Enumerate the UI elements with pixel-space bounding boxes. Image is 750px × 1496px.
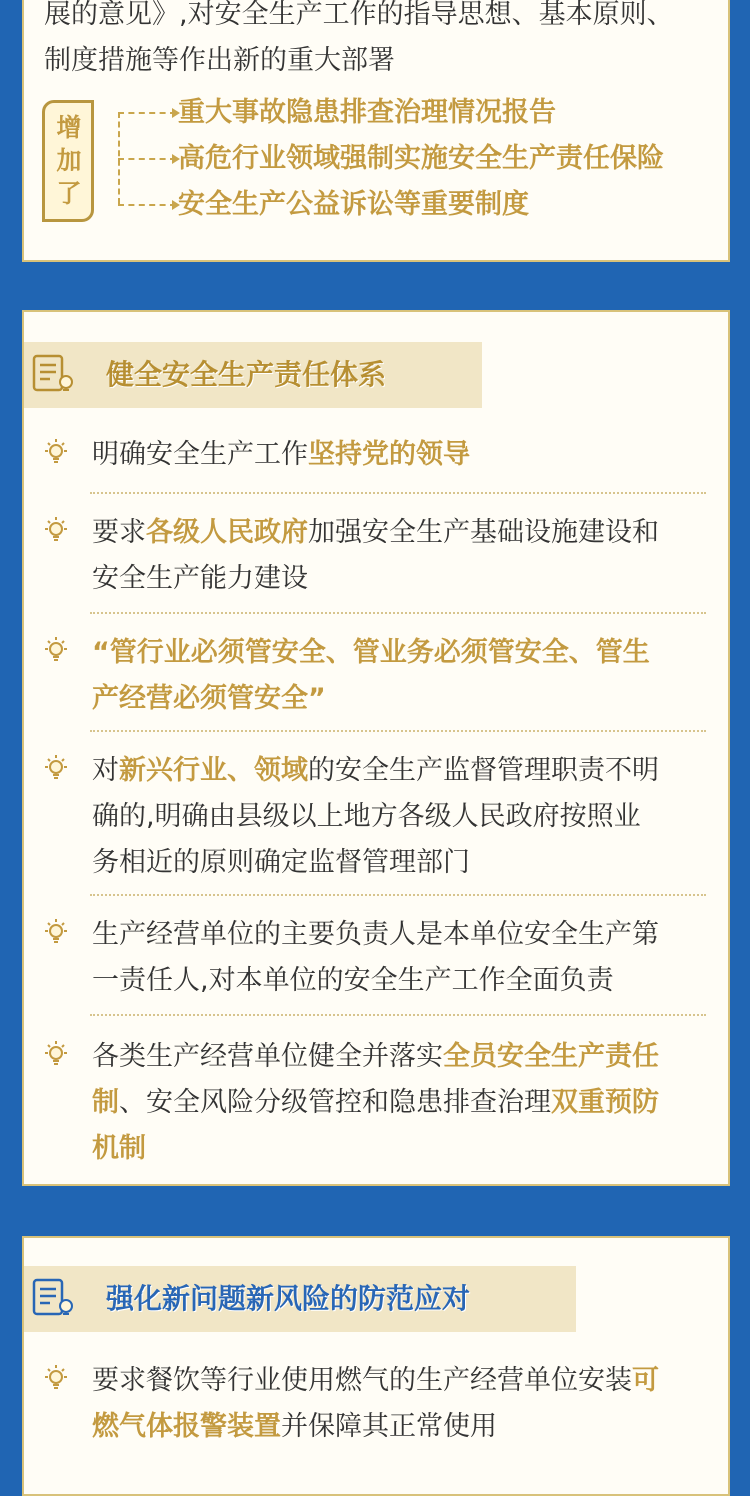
text-line <box>92 1358 732 1404</box>
highlighted-text: 坚持党的领导 <box>308 439 470 470</box>
text-segment: 并保障其正常使用 <box>281 1411 497 1442</box>
lightbulb-icon <box>42 754 70 784</box>
intro-card <box>22 0 730 262</box>
lightbulb-icon <box>42 516 70 546</box>
text-line <box>92 510 732 556</box>
divider <box>90 612 706 614</box>
added-item: 安全生产公益诉讼等重要制度 <box>178 189 529 220</box>
list-item-text <box>92 1034 732 1172</box>
arrow-icon <box>118 158 176 160</box>
divider <box>90 1014 706 1016</box>
section-header <box>24 1266 576 1332</box>
lightbulb-icon <box>42 1040 70 1070</box>
divider <box>90 492 706 494</box>
lightbulb-icon <box>42 1364 70 1394</box>
list-item-text <box>92 748 732 886</box>
section-header <box>24 342 482 408</box>
highlighted-text: 全员安全生产责任 <box>443 1041 659 1072</box>
section-title: 健全安全生产责任体系 <box>106 358 387 391</box>
highlighted-text: 燃气体报警装置 <box>92 1411 281 1442</box>
text-line <box>92 676 732 722</box>
text-segment: 一责任人,对本单位的安全生产工作全面负责 <box>92 965 614 996</box>
arrow-icon <box>118 204 176 206</box>
lightbulb-icon <box>42 438 70 468</box>
document-lightbulb-icon <box>30 1276 76 1320</box>
added-badge <box>42 100 94 222</box>
text-segment: 务相近的原则确定监督管理部门 <box>92 847 470 878</box>
list-item-text <box>92 912 732 1004</box>
added-item: 重大事故隐患排查治理情况报告 <box>178 97 556 128</box>
text-segment: 加强安全生产基础设施建设和 <box>308 517 659 548</box>
highlighted-text: 制 <box>92 1087 119 1118</box>
text-line <box>92 1080 732 1126</box>
text-line <box>92 912 732 958</box>
text-line <box>92 432 732 478</box>
text-segment: 安全生产能力建设 <box>92 563 308 594</box>
list-item-text <box>92 1358 732 1450</box>
highlighted-text: 机制 <box>92 1133 146 1164</box>
text-segment: 的安全生产监督管理职责不明 <box>308 755 659 786</box>
text-segment: 对 <box>92 755 119 786</box>
text-line <box>92 1034 732 1080</box>
added-label: 增加了 <box>56 113 82 208</box>
intro-line: 展的意见》,对安全生产工作的指导思想、基本原则、 <box>44 0 674 30</box>
text-segment: 要求餐饮等行业使用燃气的生产经营单位安装 <box>92 1365 632 1396</box>
text-line <box>92 630 732 676</box>
section-card-responsibility <box>22 310 730 1186</box>
text-segment: 生产经营单位的主要负责人是本单位安全生产第 <box>92 919 659 950</box>
intro-text <box>44 0 724 84</box>
list-item-text <box>92 630 732 722</box>
intro-line: 制度措施等作出新的重大部署 <box>44 45 395 76</box>
arrow-icon <box>118 112 176 114</box>
added-item: 高危行业领域强制实施安全生产责任保险 <box>178 143 664 174</box>
text-line <box>92 840 732 886</box>
list-item-text <box>92 510 732 602</box>
highlighted-text: 产经营必须管安全” <box>92 683 326 714</box>
text-segment: 明确安全生产工作 <box>92 439 308 470</box>
text-line <box>92 1404 732 1450</box>
text-line <box>92 1126 732 1172</box>
text-segment: 要求 <box>92 517 146 548</box>
document-lightbulb-icon <box>30 352 76 396</box>
section-card-new-risks <box>22 1236 730 1496</box>
lightbulb-icon <box>42 636 70 666</box>
divider <box>90 730 706 732</box>
highlighted-text: 各级人民政府 <box>146 517 308 548</box>
lightbulb-icon <box>42 918 70 948</box>
highlighted-text: 双重预防 <box>551 1087 659 1118</box>
section-title: 强化新问题新风险的防范应对 <box>106 1282 471 1315</box>
list-item-text <box>92 432 732 478</box>
text-line <box>92 748 732 794</box>
highlighted-text: 可 <box>632 1365 659 1396</box>
text-segment: 确的,明确由县级以上地方各级人民政府按照业 <box>92 801 641 832</box>
text-segment: 各类生产经营单位健全并落实 <box>92 1041 443 1072</box>
text-segment: 、安全风险分级管控和隐患排查治理 <box>119 1087 551 1118</box>
highlighted-text: “管行业必须管安全、管业务必须管安全、管生 <box>92 637 650 668</box>
divider <box>90 894 706 896</box>
text-line <box>92 794 732 840</box>
highlighted-text: 新兴行业、领域 <box>119 755 308 786</box>
text-line <box>92 958 732 1004</box>
text-line <box>92 556 732 602</box>
